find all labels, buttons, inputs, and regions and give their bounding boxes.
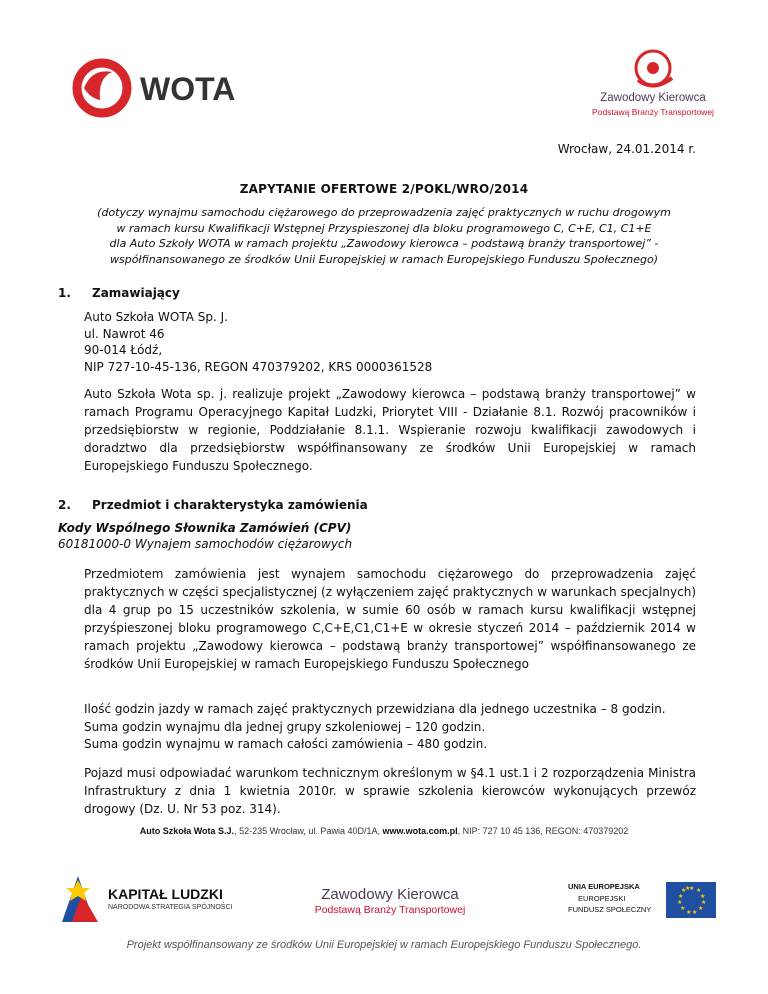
section-2-heading	[58, 498, 368, 512]
wota-logo-text: WOTA	[140, 71, 236, 107]
footer-company: Auto Szkoła Wota S.J.	[139, 826, 235, 836]
hours-line: Suma godzin wynajmu w ramach całości zamówienia – 480 godzin.	[84, 737, 488, 751]
section-1-heading	[58, 286, 180, 300]
zawodowy-kierowca-logo	[588, 48, 718, 126]
document-title: ZAPYTANIE OFERTOWE 2/POKL/WRO/2014	[239, 182, 529, 196]
footer-street: , 52-235 Wrocław, ul. Pawia 40D/1A,	[234, 826, 383, 836]
svg-text:★: ★	[685, 885, 691, 892]
footer-website: www.wota.com.pl	[382, 826, 458, 836]
eu-flag-icon	[666, 882, 716, 918]
address-line: NIP 727-10-45-136, REGON 470379202, KRS 0000361528	[84, 359, 433, 374]
ue-line3: FUNDUSZ SPOŁECZNY	[568, 905, 652, 914]
svg-text:★: ★	[678, 893, 684, 900]
footer-cofinancing-note: Projekt współfinansowany ze środków Unii Europejskiej w ramach Europejskiego Funduszu Społecznego.	[126, 939, 642, 951]
steering-wheel-icon	[588, 48, 718, 92]
svg-text:★: ★	[701, 899, 707, 906]
svg-text:★: ★	[700, 893, 706, 900]
svg-text:★: ★	[692, 909, 698, 916]
kapital-ludzki-logo	[58, 872, 248, 924]
subtitle-line: współfinansowanego ze środków Unii Europejskiej w ramach Europejskiego Funduszu Społecznego)	[109, 252, 658, 266]
svg-text:★: ★	[698, 905, 704, 912]
contractor-address	[84, 309, 696, 375]
section-number: 2.	[58, 498, 71, 512]
ue-line1: UNIA EUROPEJSKA	[568, 882, 640, 891]
zk-footer-line1: Zawodowy Kierowca	[321, 886, 459, 903]
address-line: ul. Nawrot 46	[84, 326, 165, 341]
section-title: Przedmiot i charakterystyka zamówienia	[92, 498, 368, 512]
hours-list	[84, 701, 696, 754]
svg-text:★: ★	[686, 909, 692, 916]
section-number: 1.	[58, 286, 71, 300]
svg-text:★: ★	[680, 905, 686, 912]
ue-line2: EUROPEJSKI	[578, 894, 626, 903]
svg-text:★: ★	[696, 887, 702, 894]
kl-line2: NARODOWA STRATEGIA SPÓJNOŚCI	[108, 904, 233, 911]
zk-logo-line1: Zawodowy Kierowca	[600, 92, 706, 104]
document-date: Wrocław, 24.01.2014 r.	[557, 142, 696, 156]
section-title: Zamawiający	[92, 286, 180, 300]
subtitle-line: (dotyczy wynajmu samochodu ciężarowego do przeprowadzenia zajęć praktycznych w ruchu drogowym	[97, 206, 671, 219]
wota-logo-icon	[72, 58, 252, 118]
zk-logo-line2: Podstawą Branży Transportowej	[592, 107, 714, 117]
svg-text:★: ★	[689, 885, 695, 892]
hours-line: Ilość godzin jazdy w ramach zajęć praktycznych przewidziana dla jednego uczestnika – 8 godzin.	[84, 702, 666, 716]
footer-address	[0, 826, 768, 836]
zawodowy-kierowca-footer-logo	[310, 880, 470, 920]
address-line: Auto Szkoła WOTA Sp. J.	[84, 310, 228, 324]
kapital-ludzki-emblem-icon	[58, 872, 102, 924]
order-description: Przedmiotem zamówienia jest wynajem samochodu ciężarowego do przeprowadzenia zajęć praktycznych w części specjalistycznej (z wyłączeniem zajęć praktycznych w warunkach specjalnych) dla 4 grup po 15 uczestników szkolenia, w sumie 60 osób w ramach kursu kwalifikacji wstępnej przyśpieszonej bloku programowego C,C+E,C1,C1+E w okresie styczeń 2014 – październik 2014 w ramach projektu „Zawodowy kierowca – podstawą branży transportowej” współfinansowanego ze środków Unii Europejskiej w ramach Europejskiego Funduszu Społecznego	[84, 567, 696, 671]
kl-line1: KAPITAŁ LUDZKI	[108, 886, 223, 902]
subtitle-line: w ramach kursu Kwalifikacji Wstępnej Przyspieszonej dla bloku programowego C, C+E, C1, C1+E	[116, 221, 652, 235]
document-subtitle	[72, 205, 696, 267]
svg-text:★: ★	[681, 887, 687, 894]
project-description: Auto Szkoła Wota sp. j. realizuje projekt „Zawodowy kierowca – podstawą branży transportowej” w ramach Programu Operacyjnego Kapitał Ludzki, Priorytet VIII - Działanie 8.1. Rozwój pracowników i przedsiębiorstw w regionie, Poddziałanie 8.1.1. Wspieranie rozwoju kwalifikacji zawodowych i doradztwo dla przedsiębiorstw współfinansowany ze środków Unii Europejskiej w ramach Europejskiego Funduszu Społecznego.	[84, 387, 696, 473]
hours-line: Suma godzin wynajmu dla jednej grupy szkoleniowej – 120 godzin.	[84, 719, 486, 734]
footer-ids: , NIP: 727 10 45 136, REGON: 470379202	[457, 826, 629, 836]
zk-footer-line2: Podstawą Branży Transportowej	[314, 904, 466, 916]
address-line: 90-014 Łódź,	[84, 343, 163, 357]
eu-fund-logo	[568, 878, 718, 922]
wota-logo	[72, 58, 252, 118]
vehicle-requirements: Pojazd musi odpowiadać warunkom technicznym określonym w §4.1 ust.1 i 2 rozporządzenia Ministra Infrastruktury z dnia 1 kwietnia 2010r. w sprawie szkolenia kierowców wykonujących przewóz drogowy (Dz. U. Nr 53 poz. 314).	[84, 766, 696, 816]
subtitle-line: dla Auto Szkoły WOTA w ramach projektu „Zawodowy kierowca – podstawą branży transportowej” -	[109, 237, 659, 250]
cpv-value: 60181000-0 Wynajem samochodów ciężarowych	[58, 537, 353, 551]
svg-text:★: ★	[677, 899, 683, 906]
cpv-heading: Kody Wspólnego Słownika Zamówień (CPV)	[58, 521, 352, 535]
